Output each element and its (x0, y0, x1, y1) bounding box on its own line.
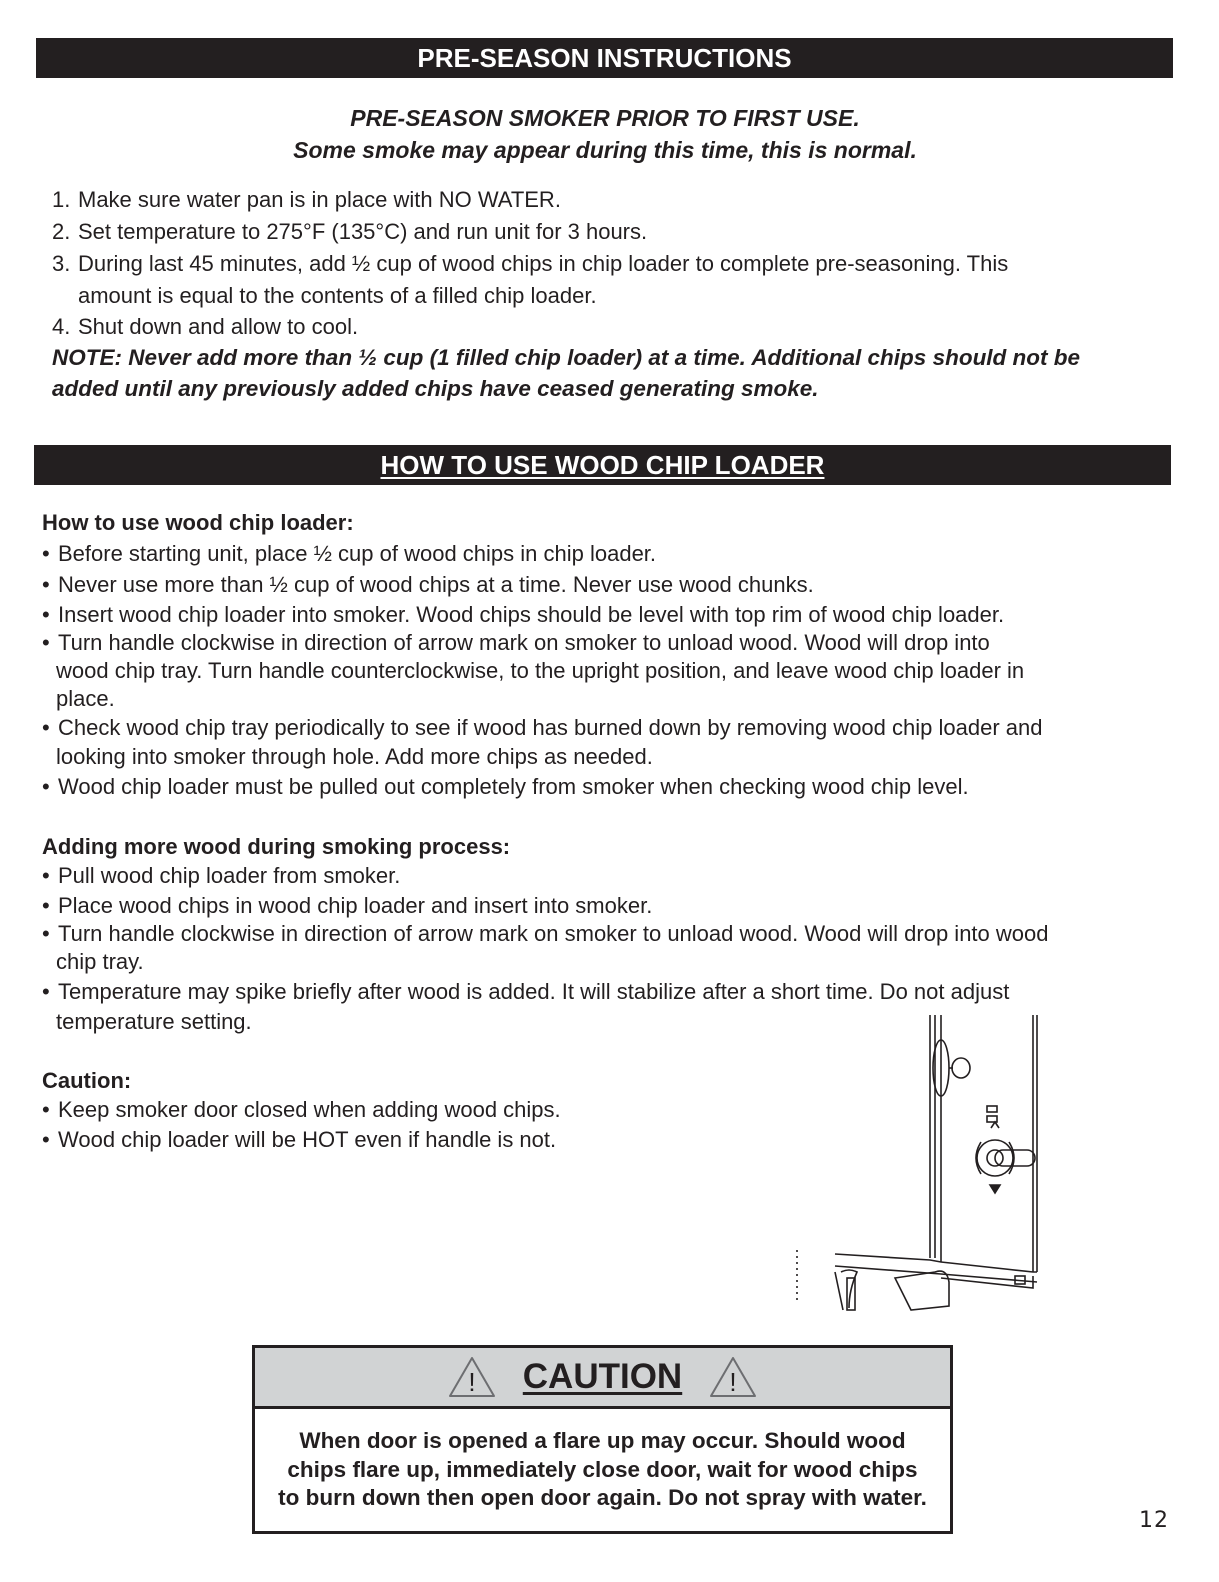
step-text: During last 45 minutes, add ½ cup of wood chips in chip loader to complete pre-seasoning. This (78, 251, 1009, 276)
section-header-preseason (36, 38, 1173, 78)
bullet: • (42, 1127, 50, 1152)
list-item (42, 1097, 561, 1123)
step-number: 1. (52, 187, 71, 212)
bullet: • (42, 602, 50, 627)
step-3-continued: amount is equal to the contents of a filled chip loader. (78, 283, 597, 308)
list-item-text: Never use more than ½ cup of wood chips at a time. Never use wood chunks. (58, 572, 814, 597)
step-text: Set temperature to 275°F (135°C) and run unit for 3 hours. (78, 219, 648, 244)
warning-triangle-icon (708, 1355, 758, 1399)
step-text: Shut down and allow to cool. (78, 314, 359, 339)
warning-glyph: ! (468, 1367, 476, 1397)
section-title: PRE-SEASON INSTRUCTIONS (417, 43, 792, 73)
bullet: • (42, 774, 50, 799)
list-item (42, 774, 969, 800)
caution-text-line: chips flare up, immediately close door, wait for wood chips (287, 1456, 918, 1482)
warning-triangle-icon (447, 1355, 497, 1399)
page-number: 12 (1139, 1508, 1169, 1533)
adding-wood-heading: Adding more wood during smoking process: (42, 834, 511, 859)
list-item-text: Wood chip loader must be pulled out completely from smoker when checking wood chip level. (58, 774, 969, 799)
list-item-text: Insert wood chip loader into smoker. Wood chips should be level with top rim of wood chip loader. (58, 602, 1005, 627)
list-item-text: Temperature may spike briefly after wood is added. It will stabilize after a short time. Do not adjust (58, 979, 1010, 1004)
list-item (42, 921, 1048, 947)
smoker-chip-loader-illustration (795, 1010, 1095, 1320)
list-item (42, 863, 400, 889)
list-item-text: Turn handle clockwise in direction of arrow mark on smoker to unload wood. Wood will drop into wood (58, 921, 1049, 946)
step-3 (52, 251, 1008, 277)
step-number: 2. (52, 219, 71, 244)
bullet: • (42, 715, 50, 740)
bullet: • (42, 541, 50, 566)
caution-box-header (255, 1348, 950, 1409)
list-item-continued: looking into smoker through hole. Add more chips as needed. (56, 744, 653, 769)
list-item-continued: place. (56, 686, 115, 711)
caution-title: CAUTION (522, 1357, 683, 1396)
step-1 (52, 187, 561, 213)
how-to-heading: How to use wood chip loader: (42, 510, 354, 535)
preseason-note-continued: added until any previously added chips have ceased generating smoke. (52, 376, 819, 401)
bullet: • (42, 893, 50, 918)
list-item (42, 715, 1042, 741)
list-item-continued: wood chip tray. Turn handle counterclockwise, to the upright position, and leave wood chip loader in (56, 658, 1025, 683)
bullet: • (42, 1097, 50, 1122)
caution-box (252, 1345, 953, 1534)
list-item (42, 893, 652, 919)
preseason-subtitle: PRE-SEASON SMOKER PRIOR TO FIRST USE. (350, 105, 860, 131)
list-item-text: Wood chip loader will be HOT even if handle is not. (58, 1127, 557, 1152)
list-item (42, 541, 656, 567)
list-item (42, 602, 1004, 628)
preseason-subtitle-note: Some smoke may appear during this time, this is normal. (293, 137, 917, 163)
preseason-note: NOTE: Never add more than ½ cup (1 filled chip loader) at a time. Additional chips should not be (52, 345, 1081, 370)
list-item-text: Pull wood chip loader from smoker. (58, 863, 401, 888)
caution-box-body (255, 1409, 950, 1513)
step-2 (52, 219, 647, 245)
list-item (42, 979, 1009, 1005)
list-item (42, 630, 990, 656)
list-item-text: Keep smoker door closed when adding wood chips. (58, 1097, 561, 1122)
section-header-loader (34, 445, 1171, 485)
step-number: 3. (52, 251, 71, 276)
step-text: Make sure water pan is in place with NO WATER. (78, 187, 561, 212)
list-item-continued: temperature setting. (56, 1009, 252, 1034)
caution-text-line: to burn down then open door again. Do not spray with water. (278, 1485, 927, 1510)
list-item (42, 572, 814, 598)
list-item-text: Check wood chip tray periodically to see if wood has burned down by removing wood chip loader and (58, 715, 1043, 740)
list-item-continued: chip tray. (56, 949, 144, 974)
warning-glyph: ! (729, 1367, 737, 1397)
step-4 (52, 314, 358, 340)
caution-heading: Caution: (42, 1068, 132, 1093)
bullet: • (42, 921, 50, 946)
list-item-text: Before starting unit, place ½ cup of wood chips in chip loader. (58, 541, 657, 566)
caution-text-line: When door is opened a flare up may occur. Should wood (299, 1428, 906, 1453)
bullet: • (42, 572, 50, 597)
list-item-text: Turn handle clockwise in direction of arrow mark on smoker to unload wood. Wood will drop into (58, 630, 990, 655)
list-item (42, 1127, 556, 1153)
step-number: 4. (52, 314, 71, 339)
bullet: • (42, 979, 50, 1004)
list-item-text: Place wood chips in wood chip loader and insert into smoker. (58, 893, 653, 918)
section-title: HOW TO USE WOOD CHIP LOADER (380, 450, 825, 480)
bullet: • (42, 630, 50, 655)
bullet: • (42, 863, 50, 888)
